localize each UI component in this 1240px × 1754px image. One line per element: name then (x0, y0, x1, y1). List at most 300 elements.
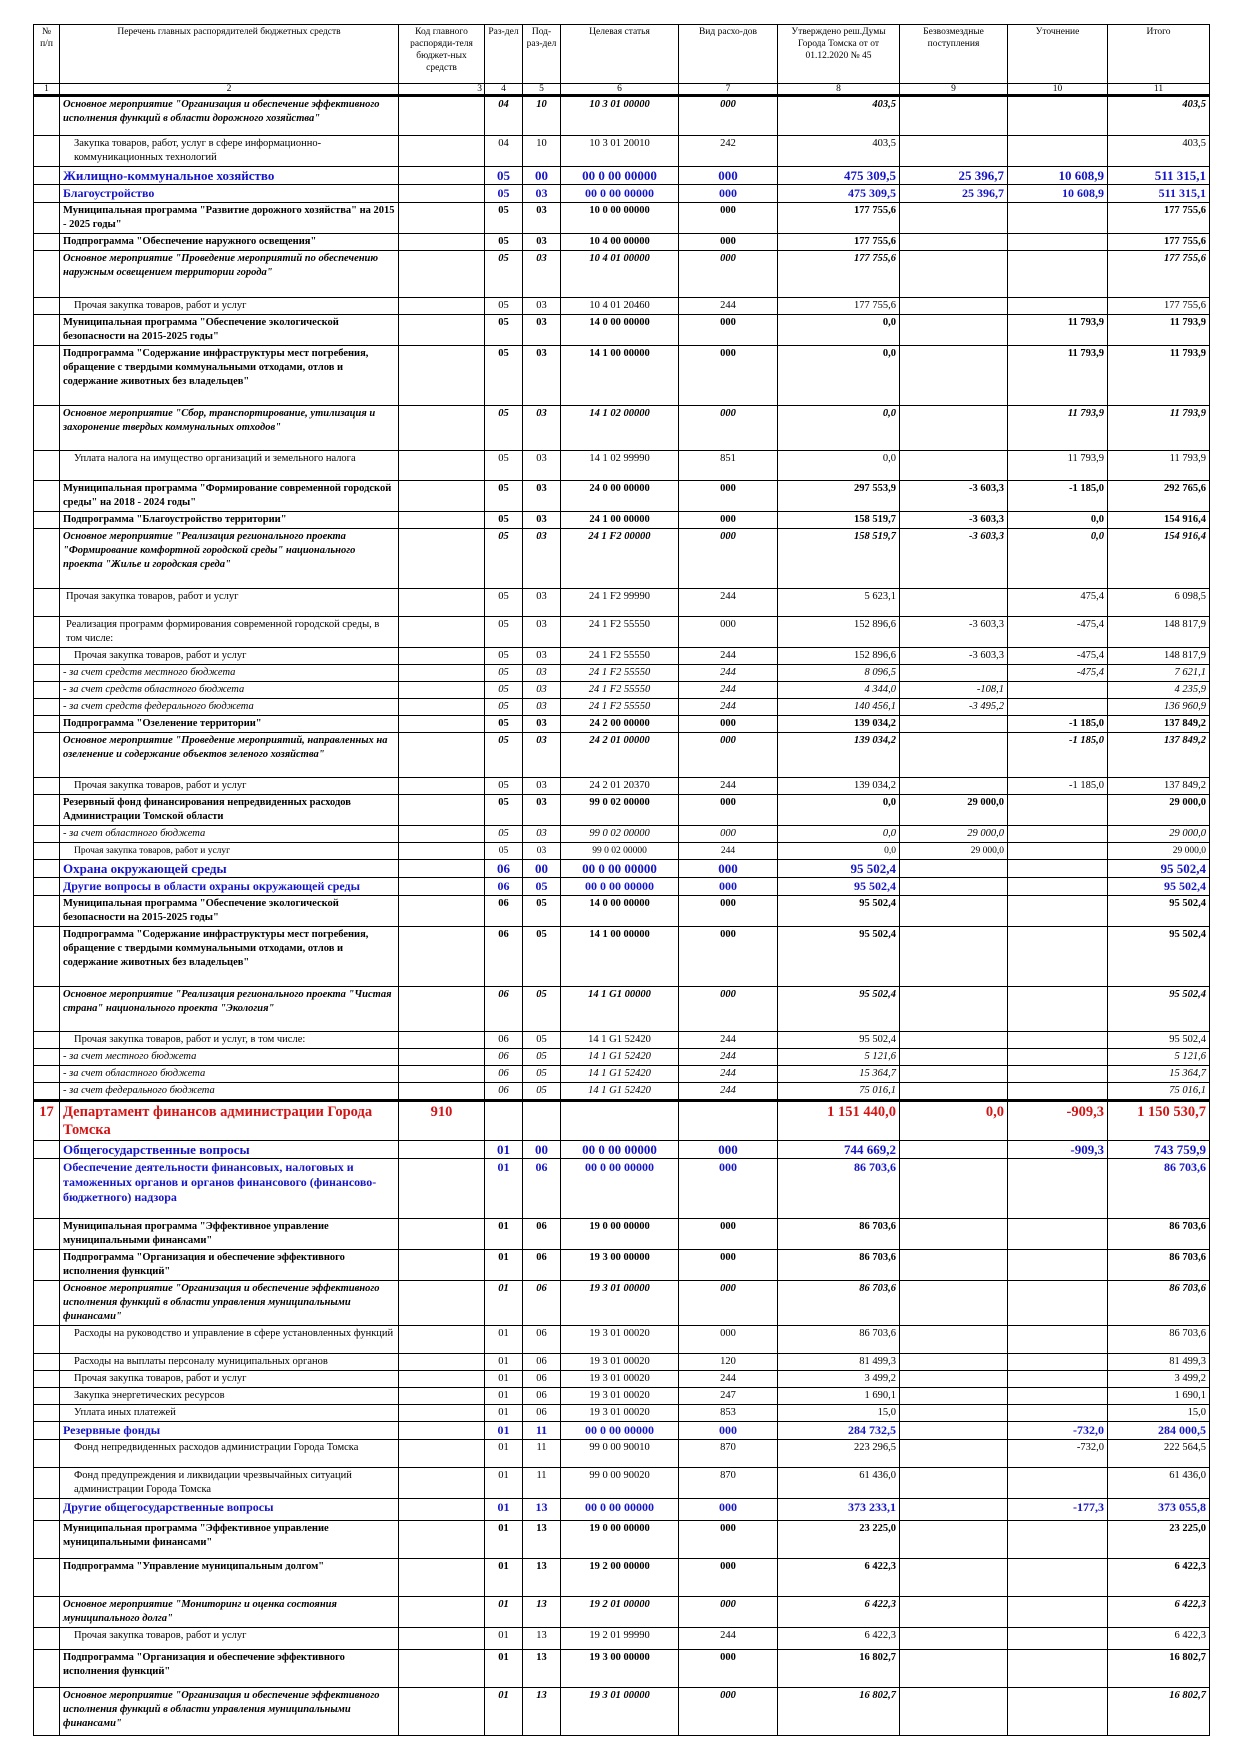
cell-grants: -3 603,3 (900, 648, 1008, 665)
cell-name: Муниципальная программа "Обеспечение экологической безопасности на 2015-2025 годы" (60, 896, 399, 927)
cell-kod (399, 1468, 485, 1499)
cell-expense-type: 000 (679, 203, 778, 234)
cell-approved: 140 456,1 (778, 699, 900, 716)
cell-no (34, 96, 60, 136)
cell-razdel: 01 (485, 1688, 523, 1736)
cell-total: 154 916,4 (1108, 512, 1210, 529)
cell-razdel: 06 (485, 1049, 523, 1066)
cell-expense-type: 000 (679, 185, 778, 203)
cell-expense-type: 244 (679, 1083, 778, 1101)
cell-adjustment (1008, 878, 1108, 896)
cell-approved: 3 499,2 (778, 1371, 900, 1388)
cell-total: 15,0 (1108, 1405, 1210, 1422)
cell-no (34, 298, 60, 315)
cell-adjustment: -177,3 (1008, 1499, 1108, 1521)
cell-expense-type: 120 (679, 1354, 778, 1371)
table-row (34, 1688, 1210, 1736)
cell-expense-type (679, 1101, 778, 1141)
cell-expense-type: 244 (679, 1066, 778, 1083)
column-number: 5 (523, 84, 561, 96)
cell-kod (399, 185, 485, 203)
cell-razdel: 06 (485, 1066, 523, 1083)
cell-kod (399, 665, 485, 682)
cell-kod (399, 96, 485, 136)
cell-podrazdel: 03 (523, 298, 561, 315)
cell-adjustment: 10 608,9 (1008, 167, 1108, 185)
cell-razdel: 05 (485, 843, 523, 860)
cell-approved: 5 121,6 (778, 1049, 900, 1066)
cell-kod (399, 1628, 485, 1650)
cell-no (34, 1250, 60, 1281)
cell-approved: 475 309,5 (778, 185, 900, 203)
cell-no (34, 1405, 60, 1422)
cell-razdel: 04 (485, 136, 523, 167)
cell-no (34, 860, 60, 878)
cell-expense-type: 870 (679, 1440, 778, 1468)
cell-target-article: 99 0 00 90010 (561, 1440, 679, 1468)
cell-podrazdel (523, 1101, 561, 1141)
cell-approved: 16 802,7 (778, 1688, 900, 1736)
cell-name: Муниципальная программа "Эффективное управление муниципальными финансами" (60, 1521, 399, 1559)
cell-no (34, 826, 60, 843)
table-row (34, 1049, 1210, 1066)
cell-grants (900, 716, 1008, 733)
cell-total: 403,5 (1108, 96, 1210, 136)
cell-name: Основное мероприятие "Мониторинг и оценка состояния муниципального долга" (60, 1597, 399, 1628)
cell-podrazdel: 03 (523, 778, 561, 795)
cell-expense-type: 851 (679, 451, 778, 481)
cell-expense-type: 000 (679, 1159, 778, 1219)
cell-total: 222 564,5 (1108, 1440, 1210, 1468)
cell-expense-type: 244 (679, 1371, 778, 1388)
cell-razdel: 05 (485, 778, 523, 795)
cell-approved: 81 499,3 (778, 1354, 900, 1371)
cell-adjustment (1008, 1521, 1108, 1559)
cell-name: Закупка энергетических ресурсов (60, 1388, 399, 1405)
cell-adjustment (1008, 843, 1108, 860)
cell-total: 137 849,2 (1108, 778, 1210, 795)
cell-grants (900, 1281, 1008, 1326)
cell-approved: 0,0 (778, 346, 900, 406)
cell-razdel: 01 (485, 1499, 523, 1521)
cell-razdel: 06 (485, 896, 523, 927)
cell-total: 86 703,6 (1108, 1159, 1210, 1219)
cell-adjustment: -732,0 (1008, 1440, 1108, 1468)
cell-podrazdel: 13 (523, 1521, 561, 1559)
table-row (34, 699, 1210, 716)
cell-grants: -3 495,2 (900, 699, 1008, 716)
cell-target-article: 19 3 01 00020 (561, 1354, 679, 1371)
cell-adjustment (1008, 1388, 1108, 1405)
table-row (34, 1559, 1210, 1597)
table-row (34, 1141, 1210, 1159)
cell-expense-type: 000 (679, 1219, 778, 1250)
cell-target-article: 14 1 02 99990 (561, 451, 679, 481)
cell-expense-type: 244 (679, 778, 778, 795)
cell-podrazdel: 05 (523, 1032, 561, 1049)
cell-razdel: 05 (485, 315, 523, 346)
cell-adjustment (1008, 1083, 1108, 1101)
cell-target-article: 19 2 01 00000 (561, 1597, 679, 1628)
cell-no (34, 1066, 60, 1083)
cell-podrazdel: 05 (523, 1049, 561, 1066)
cell-razdel: 05 (485, 481, 523, 512)
cell-name: Основное мероприятие "Организация и обеспечение эффективного исполнения функций в области дорожного хозяйства" (60, 96, 399, 136)
cell-kod (399, 481, 485, 512)
cell-approved: 61 436,0 (778, 1468, 900, 1499)
cell-no (34, 1650, 60, 1688)
cell-grants: -108,1 (900, 682, 1008, 699)
cell-razdel: 06 (485, 927, 523, 987)
cell-kod (399, 778, 485, 795)
cell-total: 148 817,9 (1108, 648, 1210, 665)
cell-name: - за счет средств федерального бюджета (60, 699, 399, 716)
cell-grants (900, 1388, 1008, 1405)
cell-approved: 177 755,6 (778, 203, 900, 234)
cell-name: Подпрограмма "Благоустройство территории" (60, 512, 399, 529)
cell-target-article: 14 1 G1 52420 (561, 1083, 679, 1101)
table-row (34, 1371, 1210, 1388)
cell-name: Охрана окружающей среды (60, 860, 399, 878)
cell-kod (399, 927, 485, 987)
cell-adjustment (1008, 860, 1108, 878)
cell-kod (399, 1371, 485, 1388)
cell-no (34, 251, 60, 298)
cell-grants: 0,0 (900, 1101, 1008, 1141)
cell-podrazdel: 03 (523, 529, 561, 589)
cell-kod (399, 1049, 485, 1066)
table-row (34, 665, 1210, 682)
cell-approved: 158 519,7 (778, 529, 900, 589)
cell-adjustment: -1 185,0 (1008, 716, 1108, 733)
cell-no (34, 136, 60, 167)
cell-kod (399, 203, 485, 234)
cell-razdel: 05 (485, 167, 523, 185)
table-row (34, 1628, 1210, 1650)
cell-approved: 177 755,6 (778, 298, 900, 315)
cell-approved: 95 502,4 (778, 878, 900, 896)
column-number: 3 (399, 84, 485, 96)
cell-grants (900, 1405, 1008, 1422)
cell-approved: 6 422,3 (778, 1628, 900, 1650)
cell-adjustment: 0,0 (1008, 512, 1108, 529)
cell-kod (399, 699, 485, 716)
cell-adjustment (1008, 1688, 1108, 1736)
cell-podrazdel: 03 (523, 234, 561, 251)
cell-kod (399, 234, 485, 251)
cell-approved: 152 896,6 (778, 648, 900, 665)
cell-approved: 177 755,6 (778, 234, 900, 251)
cell-razdel: 05 (485, 716, 523, 733)
cell-expense-type: 000 (679, 1688, 778, 1736)
cell-target-article: 19 3 01 00020 (561, 1388, 679, 1405)
column-number: 2 (60, 84, 399, 96)
cell-expense-type: 244 (679, 298, 778, 315)
cell-approved: 5 623,1 (778, 589, 900, 617)
cell-podrazdel: 06 (523, 1326, 561, 1354)
cell-approved: 16 802,7 (778, 1650, 900, 1688)
cell-razdel: 01 (485, 1250, 523, 1281)
header-kod: Код главного распоряди-теля бюджет-ных средств (399, 25, 485, 84)
cell-name: Подпрограмма "Озеленение территории" (60, 716, 399, 733)
cell-approved: 177 755,6 (778, 251, 900, 298)
cell-no (34, 1440, 60, 1468)
cell-target-article: 99 0 02 00000 (561, 843, 679, 860)
cell-grants (900, 1597, 1008, 1628)
cell-razdel: 05 (485, 529, 523, 589)
cell-target-article: 10 3 01 00000 (561, 96, 679, 136)
cell-grants (900, 1688, 1008, 1736)
cell-adjustment: 11 793,9 (1008, 451, 1108, 481)
cell-grants (900, 136, 1008, 167)
cell-kod (399, 346, 485, 406)
cell-razdel: 05 (485, 406, 523, 451)
cell-podrazdel: 11 (523, 1440, 561, 1468)
cell-kod (399, 512, 485, 529)
cell-name: Прочая закупка товаров, работ и услуг (60, 1371, 399, 1388)
cell-podrazdel: 05 (523, 927, 561, 987)
cell-grants (900, 1049, 1008, 1066)
cell-total: 23 225,0 (1108, 1521, 1210, 1559)
cell-approved: 0,0 (778, 315, 900, 346)
cell-no (34, 1354, 60, 1371)
cell-name: Прочая закупка товаров, работ и услуг (60, 843, 399, 860)
cell-approved: 95 502,4 (778, 927, 900, 987)
cell-adjustment (1008, 298, 1108, 315)
cell-adjustment: 11 793,9 (1008, 406, 1108, 451)
cell-expense-type: 244 (679, 665, 778, 682)
table-row (34, 1440, 1210, 1468)
cell-razdel: 06 (485, 987, 523, 1032)
cell-grants (900, 1468, 1008, 1499)
cell-grants: 29 000,0 (900, 826, 1008, 843)
table-row (34, 1250, 1210, 1281)
cell-razdel: 06 (485, 1032, 523, 1049)
cell-approved: 4 344,0 (778, 682, 900, 699)
cell-podrazdel: 03 (523, 795, 561, 826)
cell-razdel: 01 (485, 1388, 523, 1405)
cell-podrazdel: 13 (523, 1499, 561, 1521)
cell-approved: 15 364,7 (778, 1066, 900, 1083)
cell-approved: 86 703,6 (778, 1159, 900, 1219)
cell-approved: 139 034,2 (778, 778, 900, 795)
header-grants: Безвозмездные поступления (900, 25, 1008, 84)
cell-podrazdel: 03 (523, 716, 561, 733)
cell-target-article: 19 3 01 00000 (561, 1281, 679, 1326)
cell-target-article: 19 3 00 00000 (561, 1650, 679, 1688)
table-row (34, 682, 1210, 699)
cell-kod (399, 1219, 485, 1250)
cell-name: Фонд предупреждения и ликвидации чрезвычайных ситуаций администрации Города Томска (60, 1468, 399, 1499)
cell-no (34, 451, 60, 481)
cell-name: Расходы на выплаты персоналу муниципальных органов (60, 1354, 399, 1371)
cell-name: - за счет областного бюджета (60, 826, 399, 843)
table-row (34, 1388, 1210, 1405)
cell-target-article: 24 1 F2 00000 (561, 529, 679, 589)
cell-approved: 403,5 (778, 96, 900, 136)
cell-podrazdel: 03 (523, 512, 561, 529)
cell-kod (399, 843, 485, 860)
cell-podrazdel: 03 (523, 451, 561, 481)
cell-razdel: 01 (485, 1440, 523, 1468)
cell-kod (399, 1388, 485, 1405)
cell-podrazdel: 06 (523, 1281, 561, 1326)
cell-adjustment: 11 793,9 (1008, 346, 1108, 406)
cell-target-article: 19 3 00 00000 (561, 1250, 679, 1281)
cell-target-article: 00 0 00 00000 (561, 878, 679, 896)
cell-target-article: 10 0 00 00000 (561, 203, 679, 234)
cell-razdel: 05 (485, 648, 523, 665)
cell-podrazdel: 06 (523, 1388, 561, 1405)
cell-target-article: 14 1 G1 52420 (561, 1032, 679, 1049)
cell-name: Обеспечение деятельности финансовых, налоговых и таможенных органов и органов финансового (финансово-бюджетного) надзора (60, 1159, 399, 1219)
table-row (34, 136, 1210, 167)
cell-approved: 297 553,9 (778, 481, 900, 512)
cell-expense-type: 000 (679, 1521, 778, 1559)
cell-grants (900, 665, 1008, 682)
cell-target-article: 24 1 F2 55550 (561, 682, 679, 699)
cell-target-article: 24 1 F2 55550 (561, 648, 679, 665)
cell-expense-type: 870 (679, 1468, 778, 1499)
cell-adjustment (1008, 1559, 1108, 1597)
table-row (34, 234, 1210, 251)
cell-name: Подпрограмма "Содержание инфраструктуры мест погребения, обращение с твердыми коммунальными отходами, отлов и содержание животных без владельцев" (60, 927, 399, 987)
cell-no (34, 1388, 60, 1405)
table-row (34, 481, 1210, 512)
cell-expense-type: 000 (679, 529, 778, 589)
cell-approved: 0,0 (778, 795, 900, 826)
cell-razdel: 06 (485, 1083, 523, 1101)
cell-kod (399, 1405, 485, 1422)
table-header (34, 25, 1210, 96)
cell-no (34, 1326, 60, 1354)
cell-name: Фонд непредвиденных расходов администрации Города Томска (60, 1440, 399, 1468)
cell-target-article: 99 0 02 00000 (561, 826, 679, 843)
cell-approved: 95 502,4 (778, 1032, 900, 1049)
cell-adjustment (1008, 682, 1108, 699)
column-number: 7 (679, 84, 778, 96)
cell-grants (900, 1628, 1008, 1650)
cell-grants (900, 1219, 1008, 1250)
cell-target-article: 24 1 00 00000 (561, 512, 679, 529)
cell-total: 75 016,1 (1108, 1083, 1210, 1101)
cell-podrazdel: 03 (523, 185, 561, 203)
cell-expense-type: 000 (679, 826, 778, 843)
cell-name: - за счет средств областного бюджета (60, 682, 399, 699)
table-row (34, 203, 1210, 234)
cell-total: 95 502,4 (1108, 878, 1210, 896)
cell-name: Основное мероприятие "Сбор, транспортирование, утилизация и захоронение твердых коммунальных отходов" (60, 406, 399, 451)
cell-name: Муниципальная программа "Эффективное управление муниципальными финансами" (60, 1219, 399, 1250)
column-number-row (34, 84, 1210, 96)
cell-razdel: 01 (485, 1326, 523, 1354)
cell-kod (399, 1250, 485, 1281)
cell-no (34, 682, 60, 699)
cell-target-article: 24 1 F2 55550 (561, 617, 679, 648)
budget-table (33, 24, 1210, 1736)
cell-name: Благоустройство (60, 185, 399, 203)
cell-name: Прочая закупка товаров, работ и услуг (60, 1628, 399, 1650)
cell-podrazdel: 05 (523, 987, 561, 1032)
cell-podrazdel: 03 (523, 733, 561, 778)
cell-expense-type: 000 (679, 878, 778, 896)
cell-total: 11 793,9 (1108, 406, 1210, 451)
table-row (34, 1281, 1210, 1326)
cell-name: Основное мероприятие "Реализация регионального проекта "Чистая страна" национального проекта "Экология" (60, 987, 399, 1032)
cell-razdel: 06 (485, 860, 523, 878)
cell-name: Другие вопросы в области охраны окружающей среды (60, 878, 399, 896)
cell-target-article: 19 3 01 00020 (561, 1371, 679, 1388)
cell-razdel: 05 (485, 512, 523, 529)
cell-razdel: 01 (485, 1628, 523, 1650)
cell-kod (399, 987, 485, 1032)
cell-expense-type: 000 (679, 315, 778, 346)
cell-grants (900, 96, 1008, 136)
cell-total: 95 502,4 (1108, 896, 1210, 927)
cell-approved: 95 502,4 (778, 896, 900, 927)
cell-name: Муниципальная программа "Обеспечение экологической безопасности на 2015-2025 годы" (60, 315, 399, 346)
cell-razdel: 05 (485, 185, 523, 203)
cell-no (34, 733, 60, 778)
cell-expense-type: 000 (679, 617, 778, 648)
table-row (34, 617, 1210, 648)
cell-name: Подпрограмма "Управление муниципальным долгом" (60, 1559, 399, 1597)
cell-razdel: 01 (485, 1354, 523, 1371)
table-row (34, 1521, 1210, 1559)
cell-expense-type: 000 (679, 1281, 778, 1326)
cell-approved: 6 422,3 (778, 1559, 900, 1597)
header-target-article: Целевая статья (561, 25, 679, 84)
cell-grants (900, 1354, 1008, 1371)
cell-no (34, 185, 60, 203)
cell-approved: 6 422,3 (778, 1597, 900, 1628)
cell-grants (900, 733, 1008, 778)
cell-name: Основное мероприятие "Организация и обеспечение эффективного исполнения функций в области управления муниципальными финансами" (60, 1688, 399, 1736)
cell-podrazdel: 10 (523, 96, 561, 136)
cell-no (34, 512, 60, 529)
cell-target-article: 19 3 01 00020 (561, 1405, 679, 1422)
cell-total: 95 502,4 (1108, 860, 1210, 878)
cell-target-article: 24 0 00 00000 (561, 481, 679, 512)
cell-name: Прочая закупка товаров, работ и услуг (60, 648, 399, 665)
cell-expense-type: 244 (679, 1049, 778, 1066)
cell-grants: 29 000,0 (900, 843, 1008, 860)
cell-total: 137 849,2 (1108, 733, 1210, 778)
cell-razdel: 05 (485, 298, 523, 315)
cell-approved: 0,0 (778, 843, 900, 860)
cell-no (34, 1219, 60, 1250)
cell-expense-type: 244 (679, 843, 778, 860)
cell-podrazdel: 03 (523, 346, 561, 406)
cell-no (34, 1597, 60, 1628)
cell-target-article: 19 0 00 00000 (561, 1219, 679, 1250)
cell-total: 95 502,4 (1108, 927, 1210, 987)
cell-adjustment (1008, 987, 1108, 1032)
table-row (34, 1032, 1210, 1049)
cell-total: 177 755,6 (1108, 251, 1210, 298)
cell-adjustment: -1 185,0 (1008, 481, 1108, 512)
cell-podrazdel: 13 (523, 1688, 561, 1736)
cell-target-article: 19 3 01 00020 (561, 1326, 679, 1354)
cell-razdel: 05 (485, 251, 523, 298)
cell-expense-type: 000 (679, 716, 778, 733)
cell-target-article: 14 1 00 00000 (561, 927, 679, 987)
cell-razdel: 05 (485, 665, 523, 682)
cell-total: 4 235,9 (1108, 682, 1210, 699)
department-row (34, 1101, 1210, 1141)
cell-total: 86 703,6 (1108, 1250, 1210, 1281)
table-row (34, 860, 1210, 878)
